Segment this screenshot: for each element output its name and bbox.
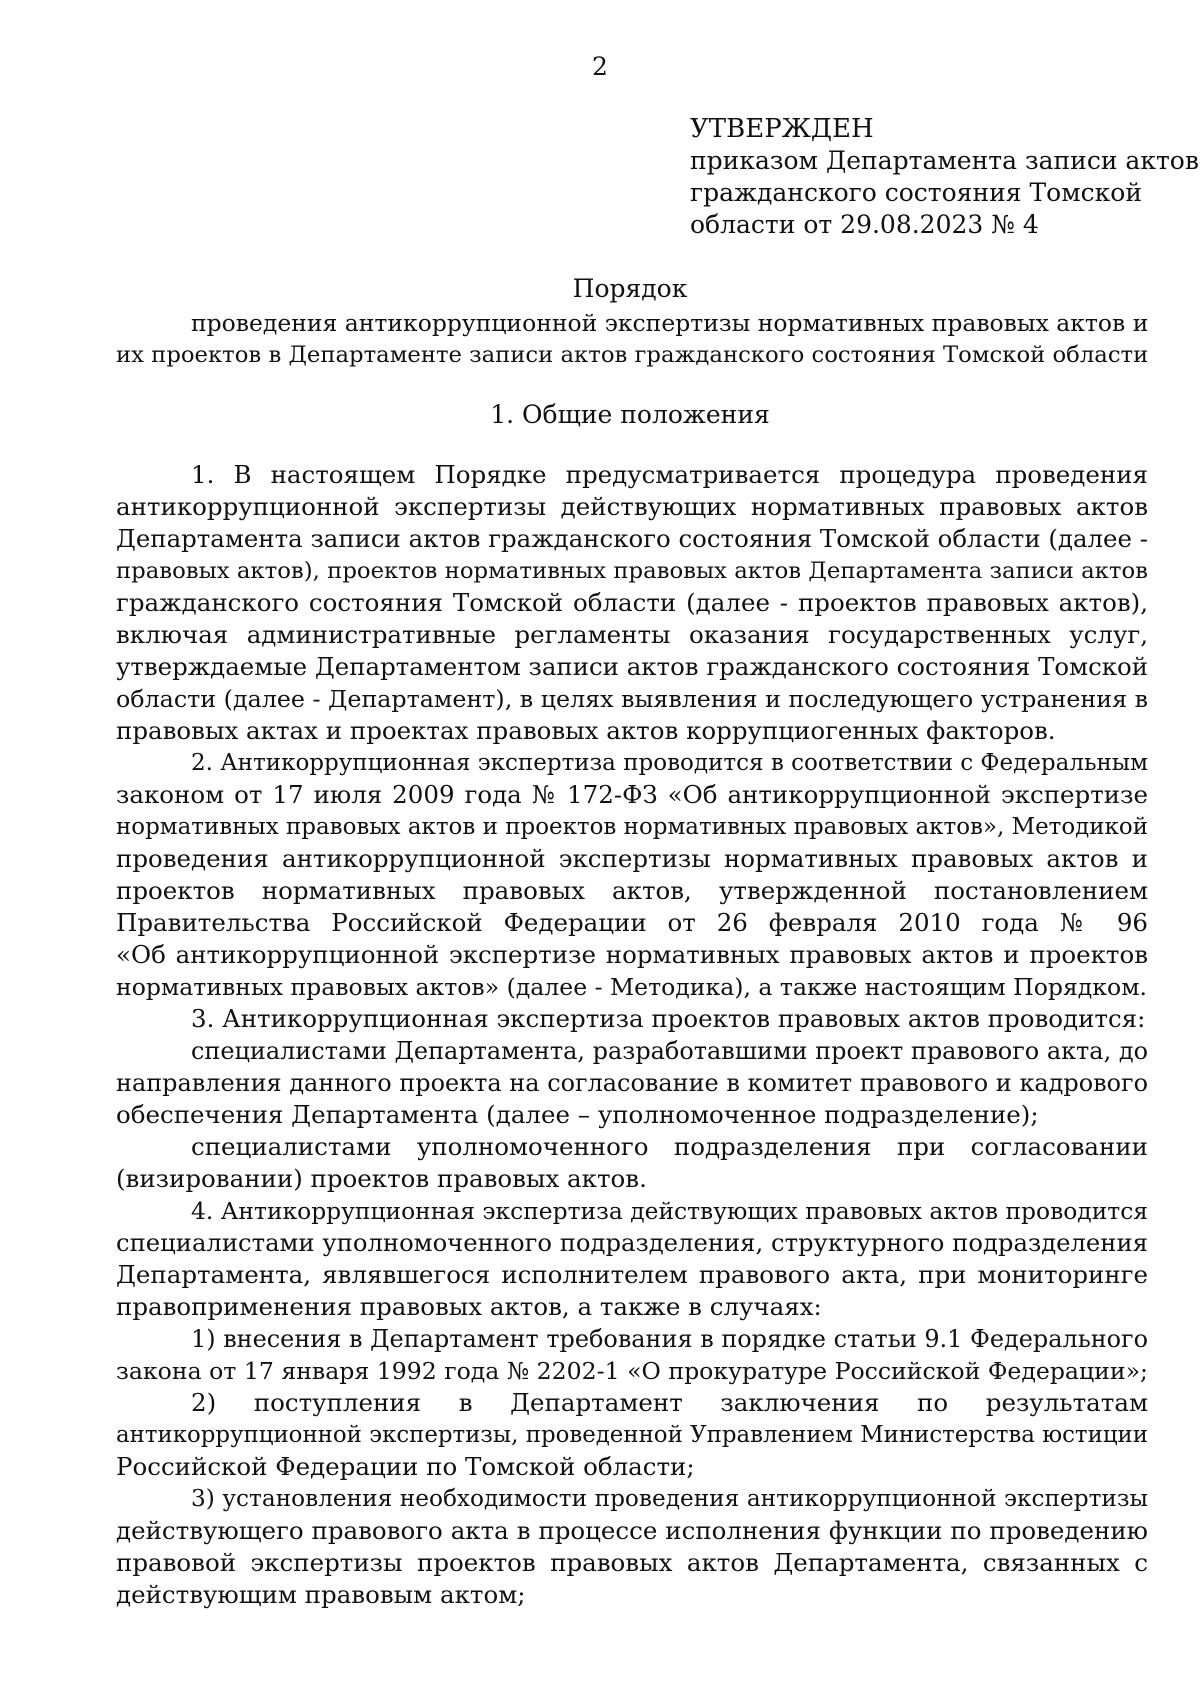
paragraph-3b [116, 1131, 1148, 1195]
text-line: проведения антикоррупционной экспертизы нормативных правовых актов и [116, 844, 1148, 873]
text-line: гражданского состояния Томской области (далее - проектов правовых актов), [116, 588, 1148, 617]
paragraph-4-2 [116, 1387, 1148, 1483]
text-line: действующего правового акта в процессе исполнения функции по проведению [116, 1516, 1148, 1545]
paragraph-3a [116, 1035, 1148, 1131]
text-line: специалистами уполномоченного подразделения при согласовании [191, 1132, 1148, 1161]
text-line: правовых актов), проектов нормативных правовых актов Департамента записи актов [116, 558, 1148, 584]
text-line: проектов нормативных правовых актов, утвержденной постановлением [116, 876, 1148, 905]
text-line: правовой экспертизы проектов правовых актов Департамента, связанных с [116, 1548, 1148, 1577]
text-line: специалистами Департамента, разработавшими проект правового акта, до [191, 1037, 1148, 1065]
text-line: 3) установления необходимости проведения антикоррупционной экспертизы [191, 1485, 1148, 1512]
text-line: законом от 17 июля 2009 года № 172-ФЗ «Об антикоррупционной экспертизе [116, 780, 1148, 809]
approval-line: области от 29.08.2023 № 4 [690, 210, 1039, 239]
text-line: Департамента записи актов гражданского состояния Томской области (далее - [116, 524, 1148, 553]
document-subtitle [116, 307, 1148, 371]
paragraph-4 [116, 1195, 1148, 1323]
text-line: 3. Антикоррупционная экспертиза проектов правовых актов проводится: [191, 1004, 1146, 1033]
text-line: антикоррупционной экспертизы действующих нормативных правовых актов [116, 492, 1148, 521]
text-line: 1) внесения в Департамент требования в порядке статьи 9.1 Федерального [191, 1325, 1148, 1353]
text-line: правоприменения правовых актов, а также в случаях: [116, 1292, 822, 1321]
text-line: Департамента, являвшегося исполнителем правового акта, при мониторинге [116, 1260, 1148, 1289]
paragraph-4-3 [116, 1483, 1148, 1611]
text-line: 4. Антикоррупционная экспертиза действующих правовых актов проводится [191, 1197, 1149, 1225]
page-number: 2 [592, 52, 608, 81]
paragraph-1 [116, 459, 1148, 747]
approval-line: гражданского состояния Томской [690, 178, 1143, 207]
text-line: (визировании) проектов правовых актов. [116, 1164, 647, 1193]
subtitle-line: проведения антикоррупционной экспертизы нормативных правовых актов и [191, 309, 1149, 337]
text-line: включая административные регламенты оказания государственных услуг, [116, 620, 1148, 649]
text-line: обеспечения Департамента (далее – уполномоченное подразделение); [116, 1100, 1039, 1129]
paragraph-3 [116, 1003, 1148, 1035]
subtitle-line: их проектов в Департаменте записи актов гражданского состояния Томской области [116, 342, 1149, 368]
text-line: нормативных правовых актов» (далее - Методика), а также настоящим Порядком. [116, 973, 1147, 1001]
text-line: Российской Федерации по Томской области; [116, 1452, 695, 1481]
text-line: 2) поступления в Департамент заключения по результатам [191, 1388, 1148, 1417]
approval-title: УТВЕРЖДЕН [690, 114, 874, 144]
text-line: направления данного проекта на согласование в комитет правового и кадрового [116, 1069, 1148, 1097]
document-title: Порядок [572, 274, 688, 303]
section-heading: 1. Общие положения [490, 400, 770, 429]
paragraph-4-1 [116, 1323, 1148, 1387]
text-line: Правительства Российской Федерации от 26 февраля 2010 года № 96 [116, 908, 1148, 937]
text-line: 1. В настоящем Порядке предусматривается процедура проведения [191, 460, 1148, 489]
text-line: закона от 17 января 1992 года № 2202-1 «О прокуратуре Российской Федерации»; [116, 1357, 1148, 1385]
document-body [116, 459, 1148, 1611]
text-line: «Об антикоррупционной экспертизе нормативных правовых актов и проектов [116, 940, 1148, 969]
text-line: области (далее - Департамент), в целях выявления и последующего устранения в [116, 685, 1148, 713]
text-line: 2. Антикоррупционная экспертиза проводится в соответствии с Федеральным [191, 750, 1148, 776]
text-line: нормативных правовых актов и проектов нормативных правовых актов», Методикой [116, 814, 1148, 840]
text-line: антикоррупционной экспертизы, проведенной Управлением Министерства юстиции [116, 1422, 1148, 1448]
text-line: специалистами уполномоченного подразделения, структурного подразделения [116, 1228, 1148, 1257]
text-line: правовых актах и проектах правовых актов коррупциогенных факторов. [116, 716, 1056, 745]
approval-line: приказом Департамента записи актов [690, 146, 1199, 175]
paragraph-2 [116, 747, 1148, 1003]
text-line: утверждаемые Департаментом записи актов гражданского состояния Томской [116, 652, 1148, 681]
text-line: действующим правовым актом; [116, 1580, 526, 1609]
approval-stamp-block [690, 113, 1199, 241]
